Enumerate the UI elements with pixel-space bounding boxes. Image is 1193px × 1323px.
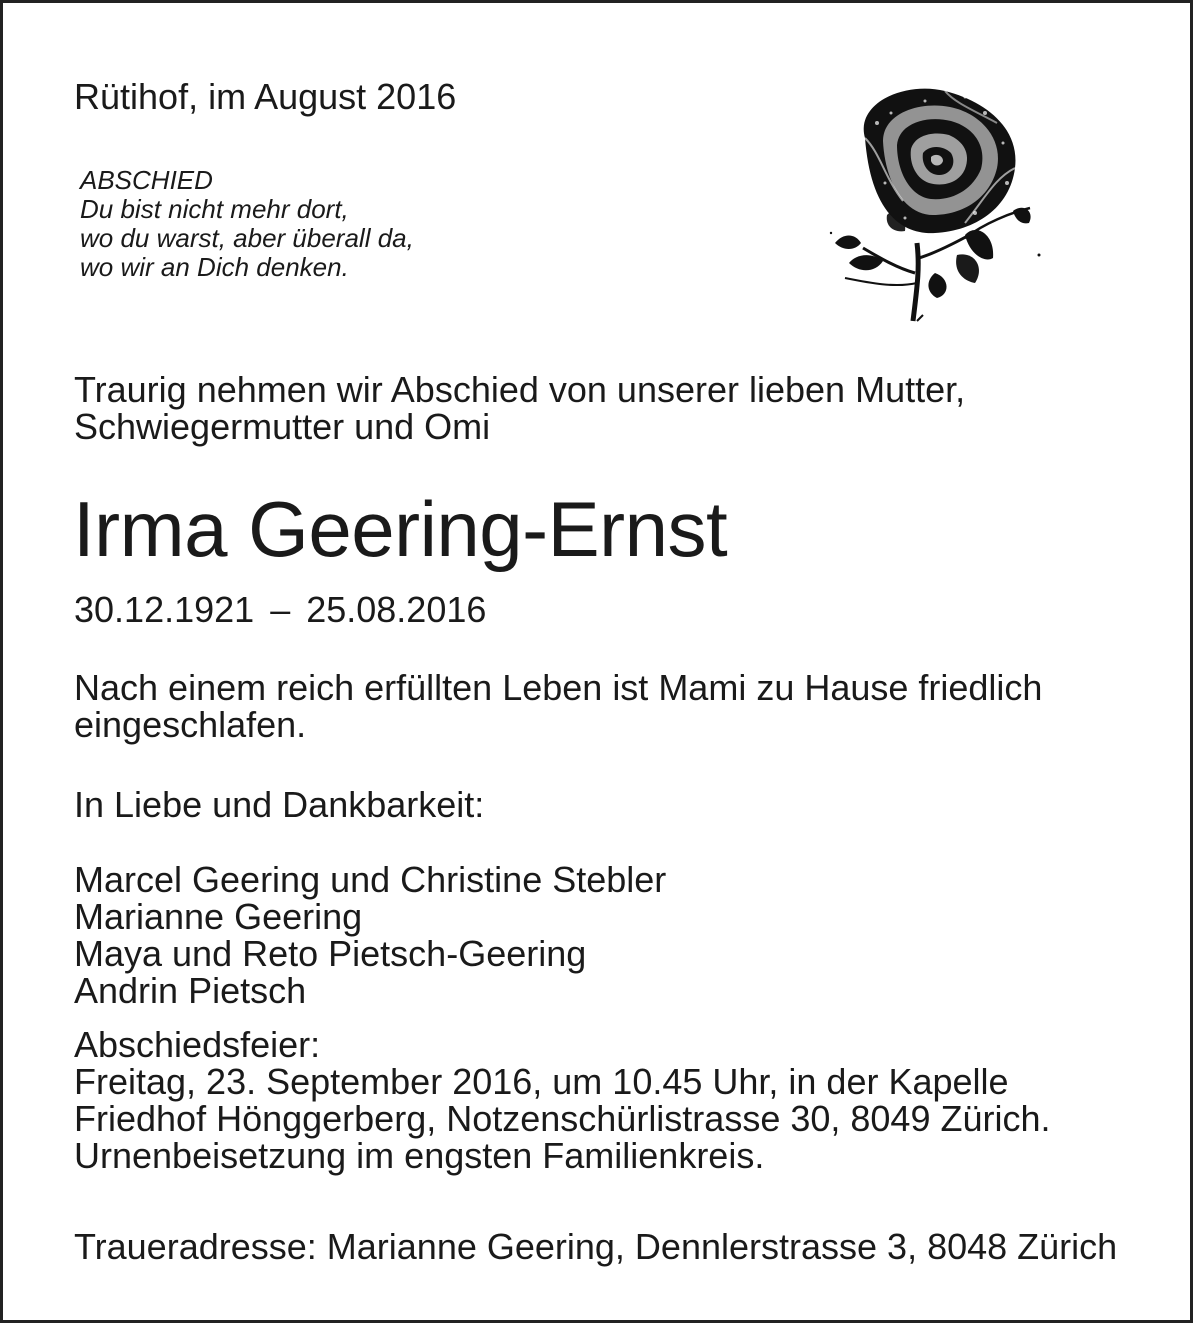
life-dates	[74, 588, 486, 632]
poem-line: wo du warst, aber überall da,	[80, 223, 414, 253]
farewell-poem	[80, 166, 414, 282]
death-date: 25.08.2016	[306, 589, 487, 630]
intro-line: Traurig nehmen wir Abschied von unserer lieben Mutter,	[74, 369, 966, 410]
ceremony-line: Freitag, 23. September 2016, um 10.45 Uhr, in der Kapelle	[74, 1061, 1009, 1102]
ceremony-heading: Abschiedsfeier:	[74, 1024, 321, 1065]
date-separator: –	[270, 589, 291, 630]
family-member: Marianne Geering	[74, 896, 363, 937]
birth-date: 30.12.1921	[74, 589, 255, 630]
ceremony-info	[74, 1026, 1051, 1174]
deceased-name: Irma Geering-Ernst	[73, 485, 728, 573]
family-member: Marcel Geering und Christine Stebler	[74, 859, 667, 900]
family-list	[74, 861, 666, 1009]
poem-line: wo wir an Dich denken.	[80, 252, 349, 282]
family-member: Andrin Pietsch	[74, 970, 307, 1011]
family-member: Maya und Reto Pietsch-Geering	[74, 933, 587, 974]
poem-line: Du bist nicht mehr dort,	[80, 194, 349, 224]
message-line: Nach einem reich erfüllten Leben ist Mami zu Hause friedlich	[74, 667, 1043, 708]
address-text: Traueradresse: Marianne Geering, Dennlerstrasse 3, 8048 Zürich	[74, 1226, 1118, 1267]
poem-title: ABSCHIED	[80, 165, 213, 195]
memorial-message	[74, 669, 1042, 743]
intro-line: Schwiegermutter und Omi	[74, 406, 491, 447]
mourning-address	[74, 1228, 1117, 1265]
ceremony-line: Urnenbeisetzung im engsten Familienkreis.	[74, 1135, 765, 1176]
thanks-line	[74, 786, 484, 823]
message-line: eingeschlafen.	[74, 704, 307, 745]
rose-icon	[825, 83, 1045, 325]
intro-text	[74, 371, 965, 445]
thanks-text: In Liebe und Dankbarkeit:	[74, 784, 485, 825]
ceremony-line: Friedhof Hönggerberg, Notzenschürlistrasse 30, 8049 Zürich.	[74, 1098, 1051, 1139]
place-date: Rütihof, im August 2016	[74, 76, 457, 117]
